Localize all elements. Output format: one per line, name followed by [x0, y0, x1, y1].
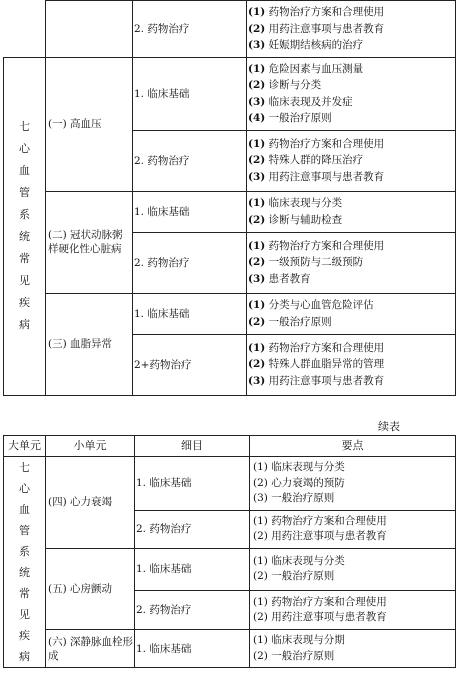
point-number: (3)	[248, 95, 266, 108]
points-cell	[250, 457, 456, 511]
unit-big-cell	[4, 1, 46, 58]
point-number: (4)	[248, 112, 266, 124]
point-text: 分类与心血管危险评估	[265, 299, 374, 311]
unit-cell: (二) 冠状动脉粥样硬化性心脏病	[46, 191, 133, 293]
point-item	[253, 595, 455, 611]
points-cell	[247, 57, 456, 130]
vertical-char: 七	[19, 120, 30, 133]
point-text: 妊娠期结核病的治疗	[265, 39, 364, 51]
header-detail: 细目	[135, 436, 250, 457]
point-number: (2)	[248, 358, 266, 371]
vertical-char: 管	[19, 186, 30, 199]
point-number: (2)	[253, 530, 268, 542]
vertical-char: 疾	[19, 296, 30, 309]
point-text: 用药注意事项与患者教育	[265, 22, 385, 35]
point-number: (2)	[253, 476, 268, 489]
point-text: 诊断与分类	[265, 79, 322, 91]
point-text: 药物治疗方案和合理使用	[265, 341, 385, 354]
detail-cell: 2. 药物治疗	[135, 510, 250, 548]
unit-big-vertical-text	[18, 116, 32, 336]
vertical-char: 管	[19, 524, 30, 537]
point-item	[253, 491, 455, 507]
table-row	[4, 630, 456, 668]
point-item	[253, 633, 455, 649]
detail-cell: 1. 临床基础	[135, 457, 250, 511]
point-item	[248, 37, 455, 54]
point-number: (3)	[248, 374, 266, 387]
detail-cell: 1. 临床基础	[133, 57, 247, 130]
unit-cell: (六) 深静脉血栓形成	[46, 630, 135, 668]
detail-cell: 1. 临床基础	[135, 630, 250, 668]
point-number: (3)	[253, 492, 268, 504]
point-number: (1)	[248, 6, 266, 18]
point-item	[248, 356, 455, 373]
table-header-row	[4, 436, 456, 457]
point-item	[248, 169, 455, 186]
point-item	[248, 297, 455, 314]
point-text: 一般治疗原则	[267, 570, 335, 583]
point-text: 一般治疗原则	[267, 649, 335, 662]
point-item	[248, 254, 455, 271]
unit-big-vertical-text	[18, 457, 32, 667]
point-number: (1)	[248, 137, 266, 150]
point-text: 心力衰竭的预防	[267, 476, 345, 489]
points-cell	[250, 630, 456, 668]
vertical-char: 系	[19, 208, 30, 221]
point-item	[248, 271, 455, 288]
vertical-char: 病	[19, 650, 30, 663]
point-number: (1)	[248, 239, 266, 252]
point-text: 临床表现及并发症	[265, 95, 353, 108]
point-text: 诊断与辅助检查	[265, 213, 343, 226]
table-row	[4, 1, 456, 58]
point-number: (2)	[253, 570, 268, 583]
points-cell	[250, 510, 456, 548]
continued-label: 续表	[378, 420, 400, 433]
detail-cell: 2. 药物治疗	[133, 232, 247, 293]
point-item	[248, 314, 455, 331]
point-number: (2)	[248, 315, 266, 328]
point-text: 用药注意事项与患者教育	[267, 530, 387, 542]
detail-cell: 2+药物治疗	[133, 334, 247, 395]
point-number: (1)	[248, 197, 266, 209]
points-cell	[247, 293, 456, 334]
vertical-char: 见	[19, 608, 30, 621]
point-item	[248, 94, 455, 111]
points-cell	[247, 232, 456, 293]
detail-cell: 1. 临床基础	[133, 293, 247, 334]
point-item	[248, 152, 455, 169]
points-cell	[250, 548, 456, 591]
table-row	[4, 57, 456, 130]
vertical-char: 血	[19, 503, 30, 516]
detail-cell: 1. 临床基础	[133, 191, 247, 232]
table-row	[4, 548, 456, 591]
point-number: (2)	[253, 649, 268, 662]
point-text: 特殊人群的降压治疗	[265, 154, 364, 167]
point-number: (3)	[248, 39, 266, 51]
point-number: (1)	[253, 554, 268, 567]
points-cell	[247, 1, 456, 58]
point-number: (3)	[248, 170, 266, 183]
header-big-unit: 大单元	[4, 436, 46, 457]
point-number: (1)	[253, 595, 268, 608]
vertical-char: 统	[19, 230, 30, 243]
point-text: 药物治疗方案和合理使用	[265, 137, 385, 150]
detail-cell: 1. 临床基础	[135, 548, 250, 591]
point-number: (2)	[248, 154, 266, 167]
point-item	[248, 4, 455, 21]
point-item	[253, 514, 455, 530]
point-number: (1)	[248, 341, 266, 354]
point-item	[248, 136, 455, 153]
point-text: 一般治疗原则	[265, 112, 332, 124]
point-item	[253, 569, 455, 585]
point-text: 药物治疗方案和合理使用	[267, 595, 387, 608]
detail-cell: 2. 药物治疗	[133, 1, 247, 58]
point-item	[253, 529, 455, 545]
vertical-char: 疾	[19, 629, 30, 642]
point-item	[248, 110, 455, 127]
point-number: (1)	[248, 62, 266, 75]
unit-cell: (五) 心房颤动	[46, 548, 135, 630]
point-number: (1)	[253, 514, 268, 527]
unit-big-cell	[4, 457, 46, 668]
point-text: 特殊人群血脂异常的管理	[265, 358, 385, 371]
vertical-char: 七	[19, 461, 30, 474]
point-text: 一级预防与二级预防	[265, 256, 364, 269]
point-text: 药物治疗方案和合理使用	[265, 239, 385, 252]
point-item	[253, 460, 455, 476]
point-text: 一般治疗原则	[267, 492, 335, 504]
point-text: 药物治疗方案和合理使用	[265, 6, 385, 18]
points-cell	[247, 130, 456, 191]
table-row	[4, 191, 456, 232]
point-text: 临床表现与分类	[265, 197, 343, 209]
unit-cell: (四) 心力衰竭	[46, 457, 135, 549]
table-row	[4, 293, 456, 334]
point-number: (2)	[248, 79, 266, 91]
point-text: 患者教育	[265, 272, 311, 285]
unit-big-cell	[4, 57, 46, 395]
point-text: 用药注意事项与患者教育	[267, 611, 387, 623]
unit-cell	[46, 1, 133, 58]
point-item	[253, 610, 455, 626]
syllabus-table-1	[3, 0, 456, 396]
header-unit: 小单元	[46, 436, 135, 457]
vertical-char: 病	[19, 318, 30, 331]
vertical-char: 心	[19, 142, 30, 155]
point-text: 一般治疗原则	[265, 315, 332, 328]
table-row	[4, 457, 456, 511]
point-text: 用药注意事项与患者教育	[265, 374, 385, 387]
detail-cell: 2. 药物治疗	[135, 591, 250, 630]
points-cell	[250, 591, 456, 630]
point-item	[253, 649, 455, 665]
point-item	[248, 61, 455, 78]
vertical-char: 统	[19, 566, 30, 579]
point-item	[248, 212, 455, 229]
point-item	[248, 195, 455, 212]
point-number: (1)	[253, 634, 268, 646]
vertical-char: 见	[19, 274, 30, 287]
point-item	[248, 21, 455, 38]
vertical-char: 血	[19, 164, 30, 177]
header-points: 要点	[250, 436, 456, 457]
point-number: (3)	[248, 272, 266, 285]
document-page	[3, 0, 455, 663]
point-item	[248, 238, 455, 255]
point-number: (2)	[248, 213, 266, 226]
unit-cell: (三) 血脂异常	[46, 293, 133, 395]
syllabus-table-2	[3, 435, 456, 668]
point-text: 临床表现与分期	[267, 634, 345, 646]
point-item	[248, 77, 455, 94]
point-text: 危险因素与血压测量	[265, 62, 364, 75]
unit-cell: (一) 高血压	[46, 57, 133, 191]
point-number: (1)	[253, 461, 268, 473]
point-item	[253, 476, 455, 492]
vertical-char: 常	[19, 587, 30, 600]
point-text: 用药注意事项与患者教育	[265, 170, 385, 183]
detail-cell: 2. 药物治疗	[133, 130, 247, 191]
points-cell	[247, 191, 456, 232]
point-item	[248, 340, 455, 357]
point-text: 药物治疗方案和合理使用	[267, 514, 387, 527]
point-number: (2)	[253, 611, 268, 623]
points-cell	[247, 334, 456, 395]
vertical-char: 常	[19, 252, 30, 265]
point-number: (2)	[248, 22, 266, 35]
point-item	[248, 373, 455, 390]
vertical-char: 心	[19, 482, 30, 495]
point-number: (1)	[248, 299, 266, 311]
point-number: (2)	[248, 256, 266, 269]
vertical-char: 系	[19, 545, 30, 558]
point-text: 临床表现与分类	[267, 461, 345, 473]
point-item	[253, 554, 455, 570]
point-text: 临床表现与分类	[267, 554, 345, 567]
